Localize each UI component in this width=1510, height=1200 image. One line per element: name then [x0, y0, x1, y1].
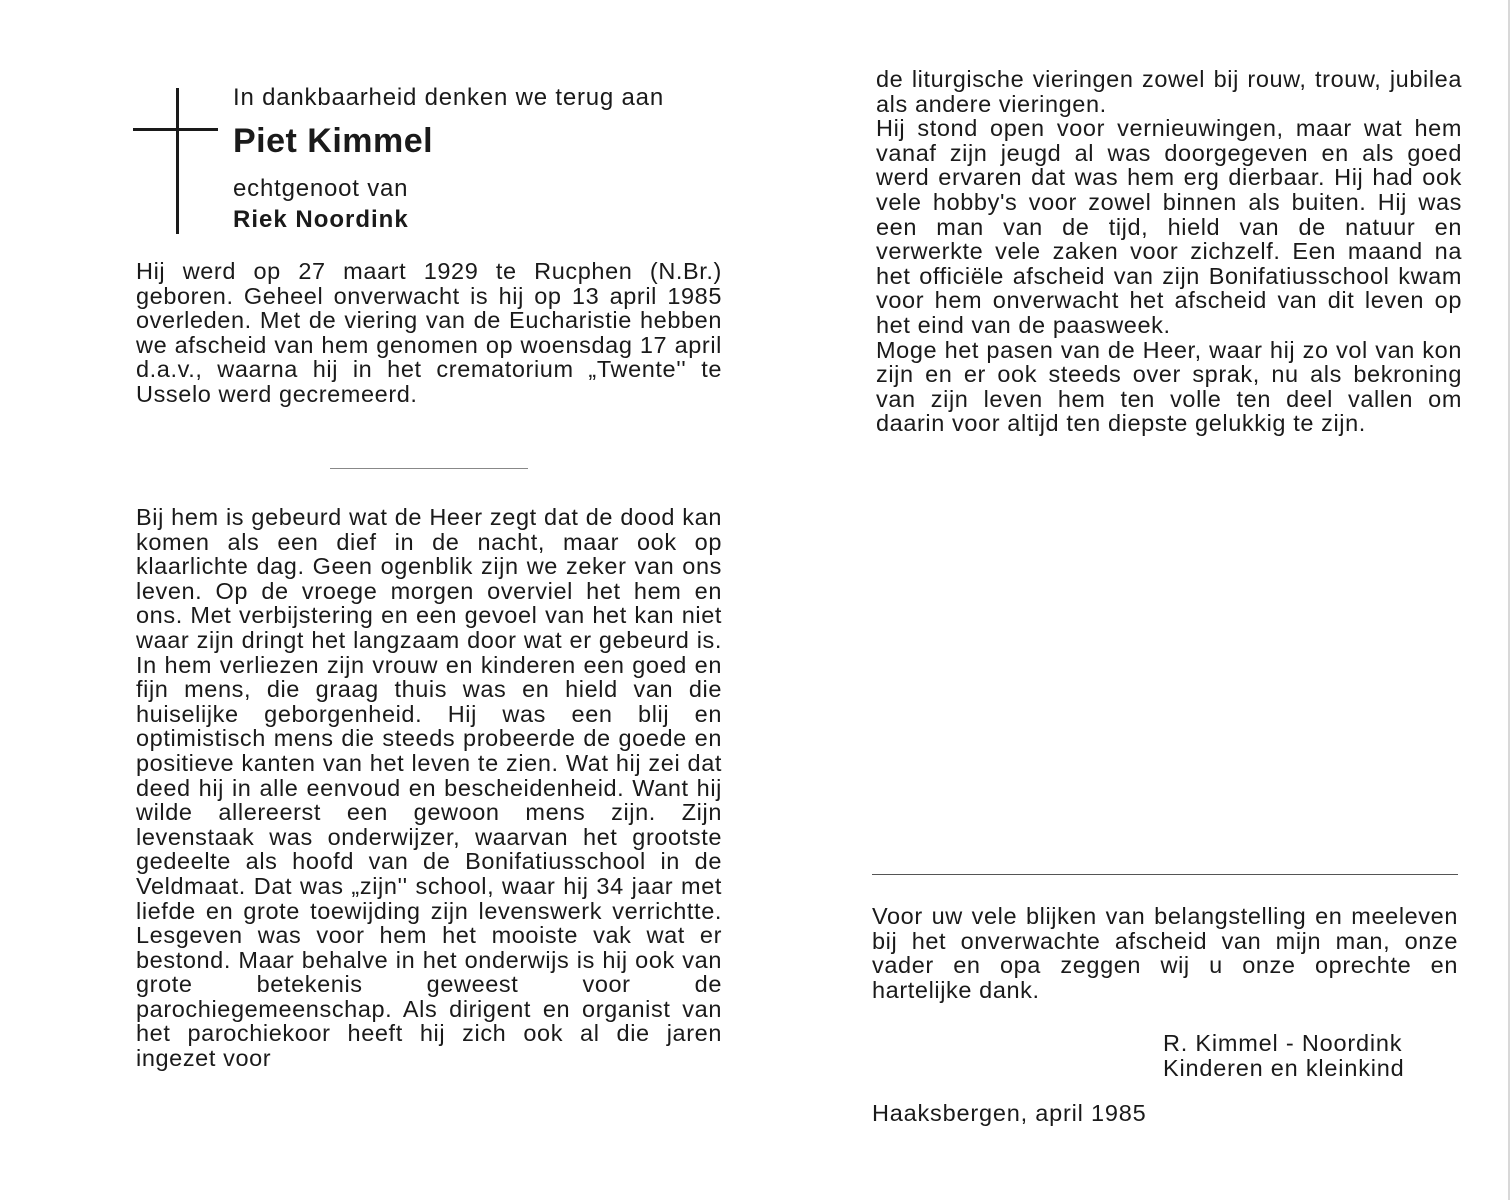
story-paragraph-3: Moge het pasen van de Heer, waar hij zo vol van kon zijn en er ook steeds over sprak, nu als bekroning van zijn leven hem ten volle ten deel vallen om daarin voor altijd ten diepste gelukkig te zijn. [876, 336, 1462, 437]
deceased-name: Piet Kimmel [233, 122, 434, 160]
signature-line-2: Kinderen en kleinkind [1163, 1055, 1405, 1081]
signature-line-1: R. Kimmel - Noordink [1163, 1030, 1403, 1056]
cross-icon-horizontal [133, 128, 218, 131]
life-story-continued [876, 67, 1462, 436]
story-paragraph-1: de liturgische vieringen zowel bij rouw, trouw, jubilea als andere vieringen. [876, 66, 1462, 117]
divider-right [872, 874, 1458, 875]
biography-text: Hij werd op 27 maart 1929 te Rucphen (N.Br.) geboren. Geheel onverwacht is hij op 13 april 1985 overleden. Met de viering van de Eucharistie hebben we afscheid van hem genomen op woensdag 17 april d.a.v., waarna hij in het crematorium „Twente'' te Usselo werd gecremeerd. [136, 258, 722, 407]
spouse-label: echtgenoot van [233, 175, 409, 202]
biography-block [136, 259, 722, 407]
life-story-block [136, 505, 722, 1071]
place-and-date: Haaksbergen, april 1985 [872, 1100, 1147, 1126]
divider-left [330, 468, 528, 469]
thanks-text: Voor uw vele blijken van belangstelling en meeleven bij het onverwachte afscheid van mijn man, onze vader en opa zeggen wij u onze oprechte en hartelijke dank. [872, 903, 1458, 1003]
thanks-block [872, 904, 1458, 1002]
cross-icon-vertical [176, 88, 179, 234]
spouse-name: Riek Noordink [233, 206, 409, 233]
intro-line: In dankbaarheid denken we terug aan [233, 84, 664, 111]
story-paragraph-2: Hij stond open voor vernieuwingen, maar wat hem vanaf zijn jeugd al was doorgegeven en als goed werd ervaren dat was hem erg dierbaar. Hij had ook vele hobby's voor zowel binnen als buiten. Hij was een man van de tijd, hield van de natuur en verwerkte vele zaken voor zichzelf. Een maand na het officiële afscheid van zijn Bonifatiusschool kwam voor hem onverwacht het afscheid van dit leven op het eind van de paasweek. [876, 115, 1462, 338]
life-story-text: Bij hem is gebeurd wat de Heer zegt dat de dood kan komen als een dief in de nacht, maar ook op klaarlichte dag. Geen ogenblik zijn we zeker van ons leven. Op de vroege morgen overviel het hem en ons. Met verbijstering en een gevoel van het kan niet waar zijn dringt het langzaam door wat er gebeurd is. In hem verliezen zijn vrouw en kinderen een goed en fijn mens, die graag thuis was en hield van die huiselijke geborgenheid. Hij was een blij en optimistisch mens die steeds probeerde de goede en positieve kanten van het leven te zien. Wat hij zei dat deed hij in alle eenvoud en bescheidenheid. Want hij wilde allereerst een gewoon mens zijn. Zijn levenstaak was onderwijzer, waarvan het grootste gedeelte als hoofd van de Bonifatiusschool in de Veldmaat. Dat was „zijn'' school, waar hij 34 jaar met liefde en grote toewijding zijn levenswerk verrichtte. Lesgeven was voor hem het mooiste vak wat er bestond. Maar behalve in het onderwijs is hij ook van grote betekenis geweest voor de parochiegemeenschap. Als dirigent en organist van het parochiekoor heeft hij zich ook al die jaren ingezet voor [136, 504, 722, 1072]
